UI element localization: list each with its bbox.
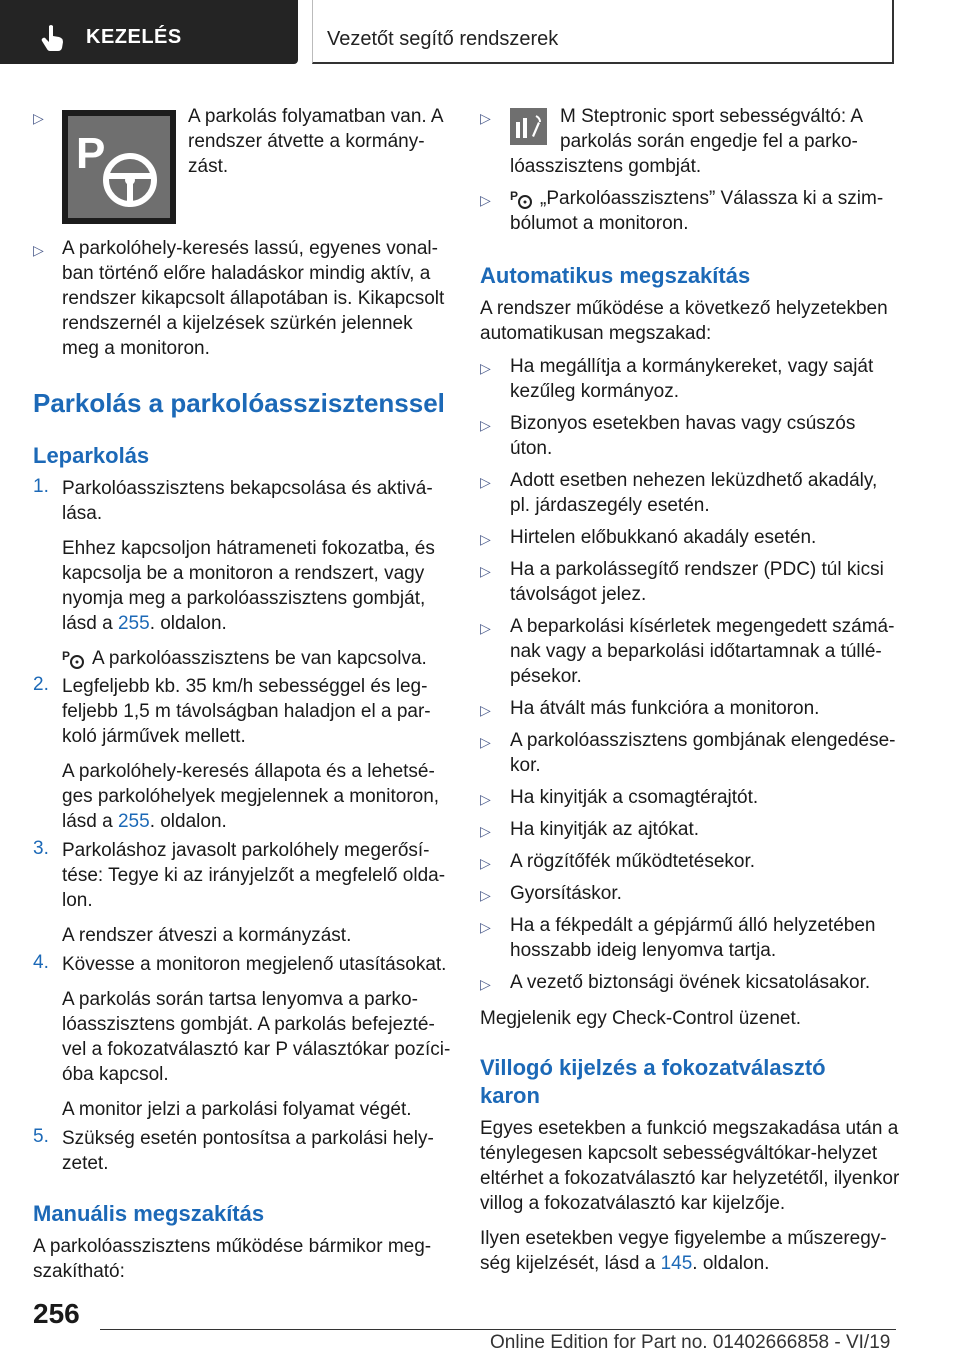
text-line: lóasszisztens gombját. A parkolás befejezté- — [62, 1014, 435, 1035]
footer-divider — [100, 1329, 896, 1330]
subsection-heading: Automatikus megszakítás — [480, 263, 751, 288]
text-line: óba kapcsol. — [62, 1064, 169, 1085]
text-line: vel a fokozatválasztó kar P választókar pozíci- — [62, 1039, 451, 1060]
text-line: meg a monitoron. — [62, 338, 210, 359]
text-line: eltérhet a fokozatválasztó kar helyzetétől, ilyenkor — [480, 1168, 900, 1189]
list-item — [510, 614, 900, 689]
subsection-heading — [480, 1054, 826, 1110]
text-line: ténylegesen kapcsolt sebességváltókar-helyzet — [480, 1143, 878, 1164]
page-number: 256 — [33, 1298, 80, 1329]
bullet-marker: ▷ — [480, 563, 491, 579]
text-line: A parkolás során tartsa lenyomva a parko- — [62, 989, 418, 1010]
text-line: rendszernél a kijelzések szürkén jelennek — [62, 313, 413, 334]
right-bullet-2 — [510, 186, 900, 236]
text-line: automatikusan megszakad: — [480, 323, 712, 344]
text-line: kor. — [510, 755, 541, 776]
text-line: A vezető biztonsági övének kicsatolásakor. — [510, 972, 871, 993]
text-line: Egyes esetekben a funkció megszakadása után a — [480, 1118, 899, 1139]
text-line: karon — [480, 1083, 540, 1108]
text-line: lon. — [62, 890, 93, 911]
text-line: M Steptronic sport sebességváltó: A — [560, 106, 864, 127]
bullet-marker: ▷ — [33, 110, 44, 126]
text-line: A parkolóhely-keresés lassú, egyenes vonal- — [62, 238, 438, 259]
text: . oldalon. — [149, 811, 227, 832]
park-assist-icon — [62, 648, 86, 670]
bullet-marker: ▷ — [480, 734, 491, 750]
text-line: A rendszer átveszi a kormányzást. — [62, 925, 352, 946]
text-line: rendszer átvette a kormány- — [188, 131, 425, 152]
paragraph — [480, 1116, 900, 1276]
text-line: villog a fokozatválasztó kar kijelzője. — [480, 1193, 786, 1214]
left-bullet-1 — [188, 104, 450, 179]
text-line — [62, 611, 452, 636]
text: . oldalon. — [149, 613, 227, 634]
footer-edition: Online Edition for Part no. 01402666858 - VI/19 — [490, 1332, 891, 1353]
bullet-marker: ▷ — [480, 192, 491, 208]
text-line: Ha kinyitják a csomagtérajtót. — [510, 787, 759, 808]
text-line: lóasszisztens gombját. — [510, 156, 702, 177]
text-line: Parkoláshoz javasolt parkolóhely megerősí- — [62, 840, 430, 861]
text-line: Ha megállítja a kormánykereket, vagy saját — [510, 356, 874, 377]
text-line: zetet. — [62, 1153, 109, 1174]
bullet-marker: ▷ — [480, 702, 491, 718]
text-line: bólumot a monitoron. — [510, 213, 689, 234]
subsection-heading: Leparkolás — [33, 443, 150, 468]
list-item — [510, 881, 900, 906]
list-item — [510, 525, 900, 550]
bullet-marker: ▷ — [480, 855, 491, 871]
header-section — [312, 0, 894, 64]
park-assist-steering-icon — [62, 110, 176, 224]
icon-line — [62, 646, 452, 671]
paragraph — [33, 1234, 453, 1284]
text-line: tése: Tegye ki az irányjelzőt a megfelelő olda- — [62, 865, 446, 886]
text-line: A monitor jelzi a parkolási folyamat végét. — [62, 1099, 412, 1120]
text-line: Kövesse a monitoron megjelenő utasításokat. — [62, 954, 447, 975]
bullet-marker: ▷ — [480, 360, 491, 376]
bullet-marker: ▷ — [480, 110, 491, 126]
step-1 — [62, 476, 452, 671]
step-number: 5. — [33, 1126, 49, 1147]
text-line: Villogó kijelzés a fokozatválasztó — [480, 1055, 826, 1080]
page-link[interactable]: 255 — [117, 613, 150, 634]
park-assist-icon — [510, 188, 534, 210]
text-line: Szükség esetén pontosítsa a parkolási hely- — [62, 1128, 434, 1149]
bullet-marker: ▷ — [480, 976, 491, 992]
header-title: KEZELÉS — [86, 26, 182, 48]
text-line: A parkolóhely-keresés állapota és a lehetsé- — [62, 761, 435, 782]
text-line: hosszabb ideig lenyomva tartja. — [510, 940, 777, 961]
header-tab — [0, 0, 298, 64]
text-line: A parkolóasszisztens gombjának elengedése- — [510, 730, 896, 751]
svg-text:P: P — [76, 129, 106, 178]
text-line: pésekor. — [510, 666, 582, 687]
text-line: A parkolás folyamatban van. A — [188, 106, 444, 127]
text: lásd a — [62, 811, 118, 832]
step-5 — [62, 1126, 452, 1176]
text-line: Ha a fékpedált a gépjármű álló helyzetében — [510, 915, 876, 936]
list-item — [510, 913, 900, 963]
step-4 — [62, 952, 454, 1122]
right-bullet-1-first — [560, 104, 900, 154]
svg-text:P: P — [510, 189, 519, 203]
text-line: Ilyen esetekben vegye figyelembe a műszeregy- — [480, 1228, 887, 1249]
text-line: parkolás során engedje fel a parko- — [560, 131, 858, 152]
page-link[interactable]: 255 — [117, 811, 150, 832]
text: „Parkolóasszisztens” Válassza ki a szim- — [540, 188, 884, 209]
right-bullet-1-rest — [510, 154, 900, 179]
text-line: úton. — [510, 438, 553, 459]
text-line: koló járművek mellett. — [62, 726, 246, 747]
list-item — [510, 728, 900, 778]
bullet-marker: ▷ — [480, 620, 491, 636]
text-line: nak vagy a beparkolási időtartamnak a túllé- — [510, 641, 882, 662]
text-line — [62, 809, 452, 834]
text-line: Ha a parkolássegítő rendszer (PDC) túl kicsi — [510, 559, 884, 580]
section-heading: Parkolás a parkolóasszisztenssel — [33, 388, 445, 418]
text-line: pl. járdaszegély esetén. — [510, 495, 710, 516]
text: lásd a — [62, 613, 118, 634]
bullet-marker: ▷ — [480, 887, 491, 903]
bullet-marker: ▷ — [480, 791, 491, 807]
text-line: szakítható: — [33, 1261, 125, 1282]
left-bullet-2 — [62, 236, 452, 361]
text-line: Ehhez kapcsoljon hátrameneti fokozatba, és — [62, 538, 435, 559]
step-number: 4. — [33, 952, 49, 973]
bullet-marker: ▷ — [480, 919, 491, 935]
step-number: 2. — [33, 674, 49, 695]
bullet-marker: ▷ — [480, 417, 491, 433]
paragraph — [480, 296, 900, 346]
hand-pointer-icon — [40, 24, 66, 52]
text-line: nyomja meg a parkolóasszisztens gombját, — [62, 588, 426, 609]
list-item — [510, 468, 900, 518]
text-line: A rögzítőfék működtetésekor. — [510, 851, 756, 872]
text-line: zást. — [188, 156, 229, 177]
text-line: Ha átvált más funkcióra a monitoron. — [510, 698, 820, 719]
step-3 — [62, 838, 452, 948]
text-line: A beparkolási kísérletek megengedett számá- — [510, 616, 895, 637]
text-line: Gyorsításkor. — [510, 883, 622, 904]
text: A parkolóasszisztens be van kapcsolva. — [92, 648, 427, 669]
list-item — [510, 354, 900, 404]
text: . oldalon. — [692, 1253, 770, 1274]
bullet-marker: ▷ — [480, 531, 491, 547]
text-line: Ha kinyitják az ajtókat. — [510, 819, 700, 840]
step-number: 3. — [33, 838, 49, 859]
steptronic-icon — [510, 108, 547, 145]
text-line: ban történő előre haladáskor mindig aktív, a — [62, 263, 431, 284]
text-line: Legfeljebb kb. 35 km/h sebességgel és leg- — [62, 676, 428, 697]
subsection-heading: Manuális megszakítás — [33, 1201, 265, 1226]
list-item — [510, 557, 900, 607]
list-item — [510, 849, 900, 874]
bullet-marker: ▷ — [33, 242, 44, 258]
page-link[interactable]: 145 — [660, 1253, 693, 1274]
text-line: távolságot jelez. — [510, 584, 647, 605]
list-item — [510, 411, 900, 461]
text-line: rendszer kikapcsolt állapotában is. Kikapcsolt — [62, 288, 445, 309]
header-subtitle: Vezetőt segítő rendszerek — [327, 28, 559, 50]
step-2 — [62, 674, 452, 834]
text-line: Bizonyos esetekben havas vagy csúszós — [510, 413, 856, 434]
text-line: lása. — [62, 503, 103, 524]
svg-text:P: P — [62, 649, 71, 663]
paragraph: Megjelenik egy Check-Control üzenet. — [480, 1008, 802, 1029]
text: ség kijelzését, lásd a — [480, 1253, 661, 1274]
bullet-marker: ▷ — [480, 474, 491, 490]
text-line: Adott esetben nehezen leküzdhető akadály, — [510, 470, 878, 491]
list-item — [510, 817, 900, 842]
text-line: kezűleg kormányoz. — [510, 381, 679, 402]
text-line: A rendszer működése a következő helyzetekben — [480, 298, 888, 319]
text-line: feljebb 1,5 m távolságban haladjon el a par- — [62, 701, 431, 722]
list-item — [510, 970, 900, 995]
bullet-marker: ▷ — [480, 823, 491, 839]
text-line: kapcsolja be a monitoron a rendszert, vagy — [62, 563, 425, 584]
text-line: Hirtelen előbukkanó akadály esetén. — [510, 527, 817, 548]
list-item — [510, 696, 900, 721]
step-number: 1. — [33, 476, 49, 497]
text-line: A parkolóasszisztens működése bármikor meg- — [33, 1236, 432, 1257]
text-line — [480, 1251, 900, 1276]
text-line: ges parkolóhelyek megjelennek a monitoron, — [62, 786, 440, 807]
icon-line — [510, 186, 900, 211]
text-line: Parkolóasszisztens bekapcsolása és aktivá- — [62, 478, 433, 499]
list-item — [510, 785, 900, 810]
